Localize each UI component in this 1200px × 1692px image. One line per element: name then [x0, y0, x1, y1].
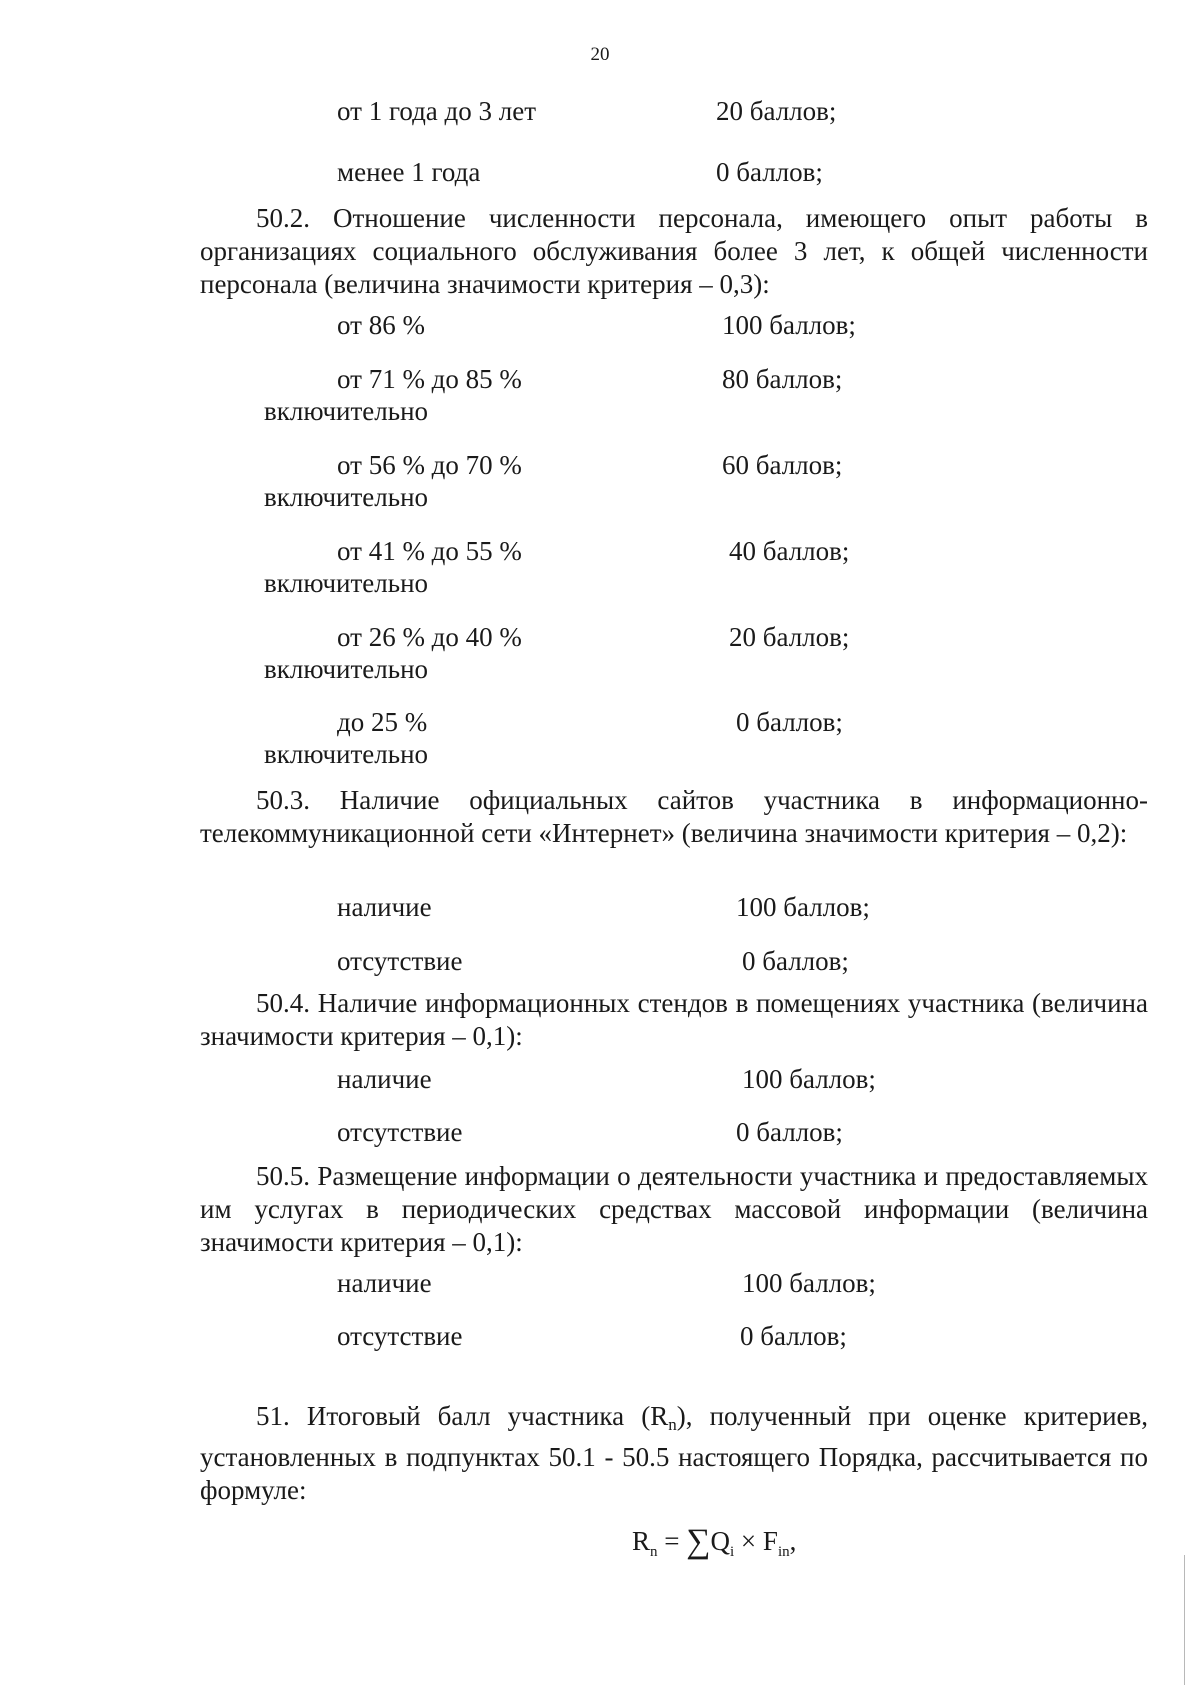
page-number: 20	[590, 44, 610, 65]
criterion-label: до 25 %	[337, 707, 428, 737]
criterion-score: 100 баллов;	[742, 1064, 876, 1094]
criterion-score: 20 баллов;	[729, 622, 850, 652]
criterion-label-continued: включительно	[264, 482, 429, 512]
criterion-label-continued: включительно	[264, 739, 429, 769]
criterion-score: 0 баллов;	[742, 946, 849, 976]
criterion-score: 80 баллов;	[722, 364, 843, 394]
criterion-label-continued: включительно	[264, 568, 429, 598]
paragraph-50-2: 50.2. Отношение численности персонала, имеющего опыт работы в организациях социального обслуживания более 3 лет, к общей численности персонала (величина значимости критерия – 0,3):	[200, 203, 1148, 299]
criterion-score: 0 баллов;	[736, 707, 843, 737]
paragraph-50-4: 50.4. Наличие информационных стендов в помещениях участника (величина значимости критерия – 0,1):	[200, 988, 1148, 1051]
subscript-n: n	[668, 1415, 677, 1434]
criterion-label: отсутствие	[337, 946, 463, 976]
formula-comma: ,	[789, 1526, 797, 1556]
criterion-label: от 26 % до 40 %	[337, 622, 522, 652]
criterion-score: 40 баллов;	[729, 536, 850, 566]
criterion-label-continued: включительно	[264, 654, 429, 684]
formula-q: Q	[710, 1526, 730, 1556]
criterion-label: от 56 % до 70 %	[337, 450, 522, 480]
formula-f: F	[762, 1526, 778, 1556]
criterion-label: отсутствие	[337, 1117, 463, 1147]
criterion-score: 0 баллов;	[716, 157, 823, 187]
formula-equals: =	[657, 1526, 687, 1556]
paragraph-51-end: ), полученный при оценке критериев, установленных в подпунктах 50.1 - 50.5 настоящего Порядка, рассчитывается по формуле:	[200, 1401, 1148, 1505]
criterion-label: от 41 % до 55 %	[337, 536, 522, 566]
criterion-score: 20 баллов;	[716, 96, 837, 126]
paragraph-50-5: 50.5. Размещение информации о деятельности участника и предоставляемых им услугах в периодических средствах массовой информации (величина значимости критерия – 0,1):	[200, 1161, 1148, 1257]
criterion-score: 60 баллов;	[722, 450, 843, 480]
criterion-label: наличие	[337, 1268, 432, 1298]
formula-r: R	[632, 1526, 651, 1556]
criterion-score: 100 баллов;	[742, 1268, 876, 1298]
criterion-label: наличие	[337, 892, 432, 922]
criterion-label: от 86 %	[337, 310, 425, 340]
paragraph-51	[200, 1400, 1148, 1507]
formula	[632, 1523, 796, 1561]
criterion-score: 0 баллов;	[740, 1321, 847, 1351]
criterion-label: наличие	[337, 1064, 432, 1094]
formula-q-subscript: i	[730, 1544, 735, 1560]
formula-r-subscript: n	[650, 1544, 658, 1560]
scan-edge-line	[1184, 1555, 1185, 1685]
criterion-score: 100 баллов;	[722, 310, 856, 340]
criterion-label-continued: включительно	[264, 396, 429, 426]
formula-times: ×	[734, 1526, 763, 1556]
paragraph-51-start: 51. Итоговый балл участника (R	[256, 1401, 669, 1431]
criterion-label: отсутствие	[337, 1321, 463, 1351]
criterion-label: менее 1 года	[337, 157, 481, 187]
criterion-score: 0 баллов;	[736, 1117, 843, 1147]
paragraph-50-3: 50.3. Наличие официальных сайтов участника в информационно-телекоммуникационной сети «Интернет» (величина значимости критерия – 0,2):	[200, 785, 1148, 848]
criterion-score: 100 баллов;	[736, 892, 870, 922]
sum-symbol: ∑	[686, 1523, 711, 1560]
criterion-label: от 71 % до 85 %	[337, 364, 522, 394]
formula-f-subscript: in	[777, 1544, 790, 1560]
criterion-label: от 1 года до 3 лет	[337, 96, 537, 126]
